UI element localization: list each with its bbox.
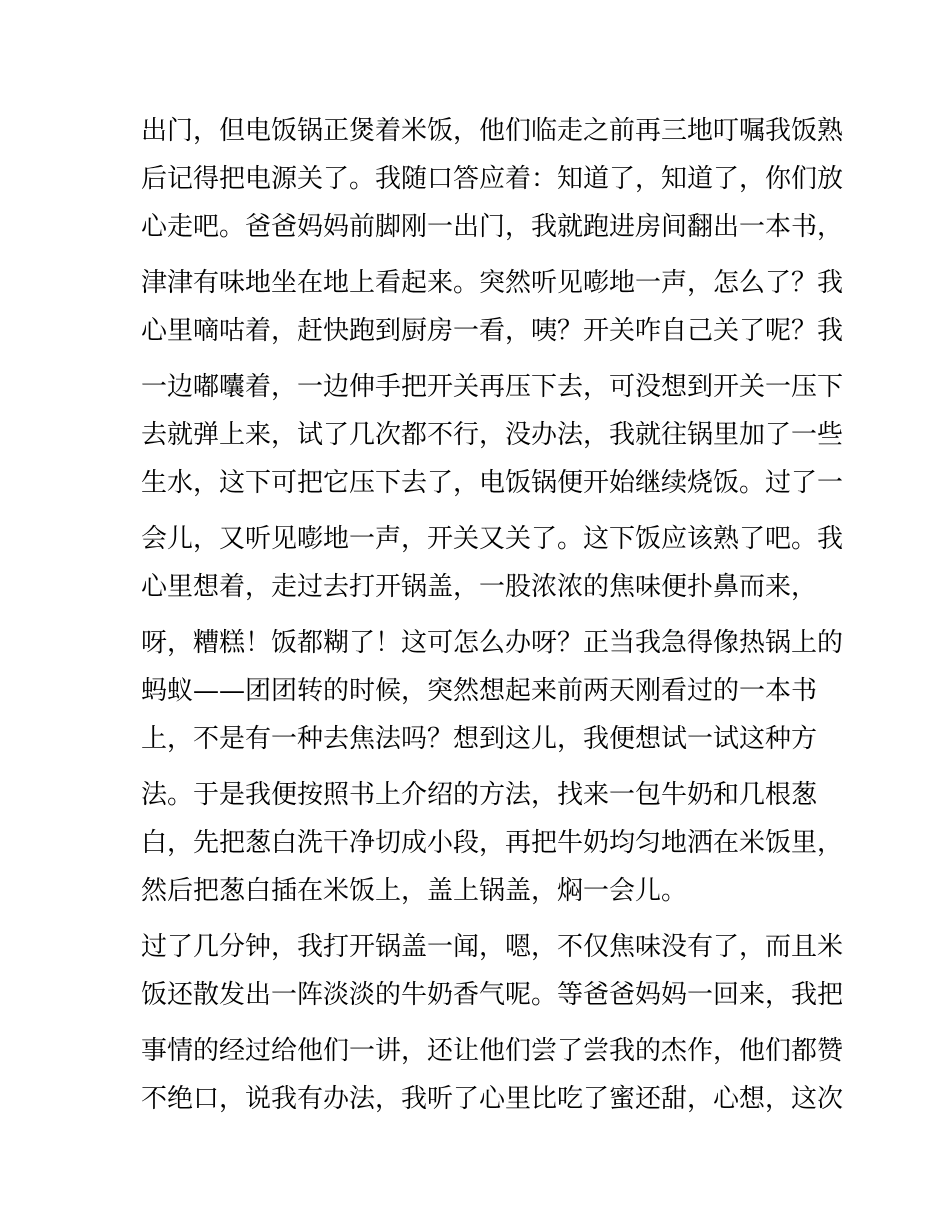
text-line: 事情的经过给他们一讲，还让他们尝了尝我的杰作，他们都赞 xyxy=(141,1036,844,1066)
text-line: 出门，但电饭锅正煲着米饭，他们临走之前再三地叮嘱我饭熟 xyxy=(141,116,844,146)
text-line: 不绝口，说我有办法，我听了心里比吃了蜜还甜，心想，这次 xyxy=(141,1084,844,1114)
text-line: 津津有味地坐在地上看起来。突然听见嘭地一声，怎么了？我 xyxy=(141,268,844,298)
text-line: 呀，糟糕！饭都糊了！这可怎么办呀？正当我急得像热锅上的 xyxy=(141,628,844,658)
text-line: 后记得把电源关了。我随口答应着：知道了，知道了，你们放 xyxy=(141,164,844,194)
text-line: 过了几分钟，我打开锅盖一闻，嗯，不仅焦味没有了，而且米 xyxy=(141,932,844,962)
text-line: 法。于是我便按照书上介绍的方法，找来一包牛奶和几根葱 xyxy=(141,780,818,810)
text-line: 心走吧。爸爸妈妈前脚刚一出门，我就跑进房间翻出一本书， xyxy=(141,212,844,242)
text-line: 白，先把葱白洗干净切成小段，再把牛奶均匀地洒在米饭里， xyxy=(141,828,844,858)
text-line: 去就弹上来，试了几次都不行，没办法，我就往锅里加了一些 xyxy=(141,420,844,450)
text-line: 上，不是有一种去焦法吗？想到这儿，我便想试一试这种方 xyxy=(141,724,818,754)
text-line: 蚂蚁——团团转的时候，突然想起来前两天刚看过的一本书 xyxy=(141,676,818,706)
text-line: 然后把葱白插在米饭上，盖上锅盖，焖一会儿。 xyxy=(141,876,688,906)
text-line: 饭还散发出一阵淡淡的牛奶香气呢。等爸爸妈妈一回来，我把 xyxy=(141,980,844,1010)
text-line: 心里想着，走过去打开锅盖，一股浓浓的焦味便扑鼻而来， xyxy=(141,572,818,602)
text-line: 会儿，又听见嘭地一声，开关又关了。这下饭应该熟了吧。我 xyxy=(141,524,844,554)
text-line: 心里嘀咕着，赶快跑到厨房一看，咦？开关咋自己关了呢？我 xyxy=(141,316,844,346)
text-line: 生水，这下可把它压下去了，电饭锅便开始继续烧饭。过了一 xyxy=(141,468,844,498)
text-line: 一边嘟囔着，一边伸手把开关再压下去，可没想到开关一压下 xyxy=(141,372,844,402)
